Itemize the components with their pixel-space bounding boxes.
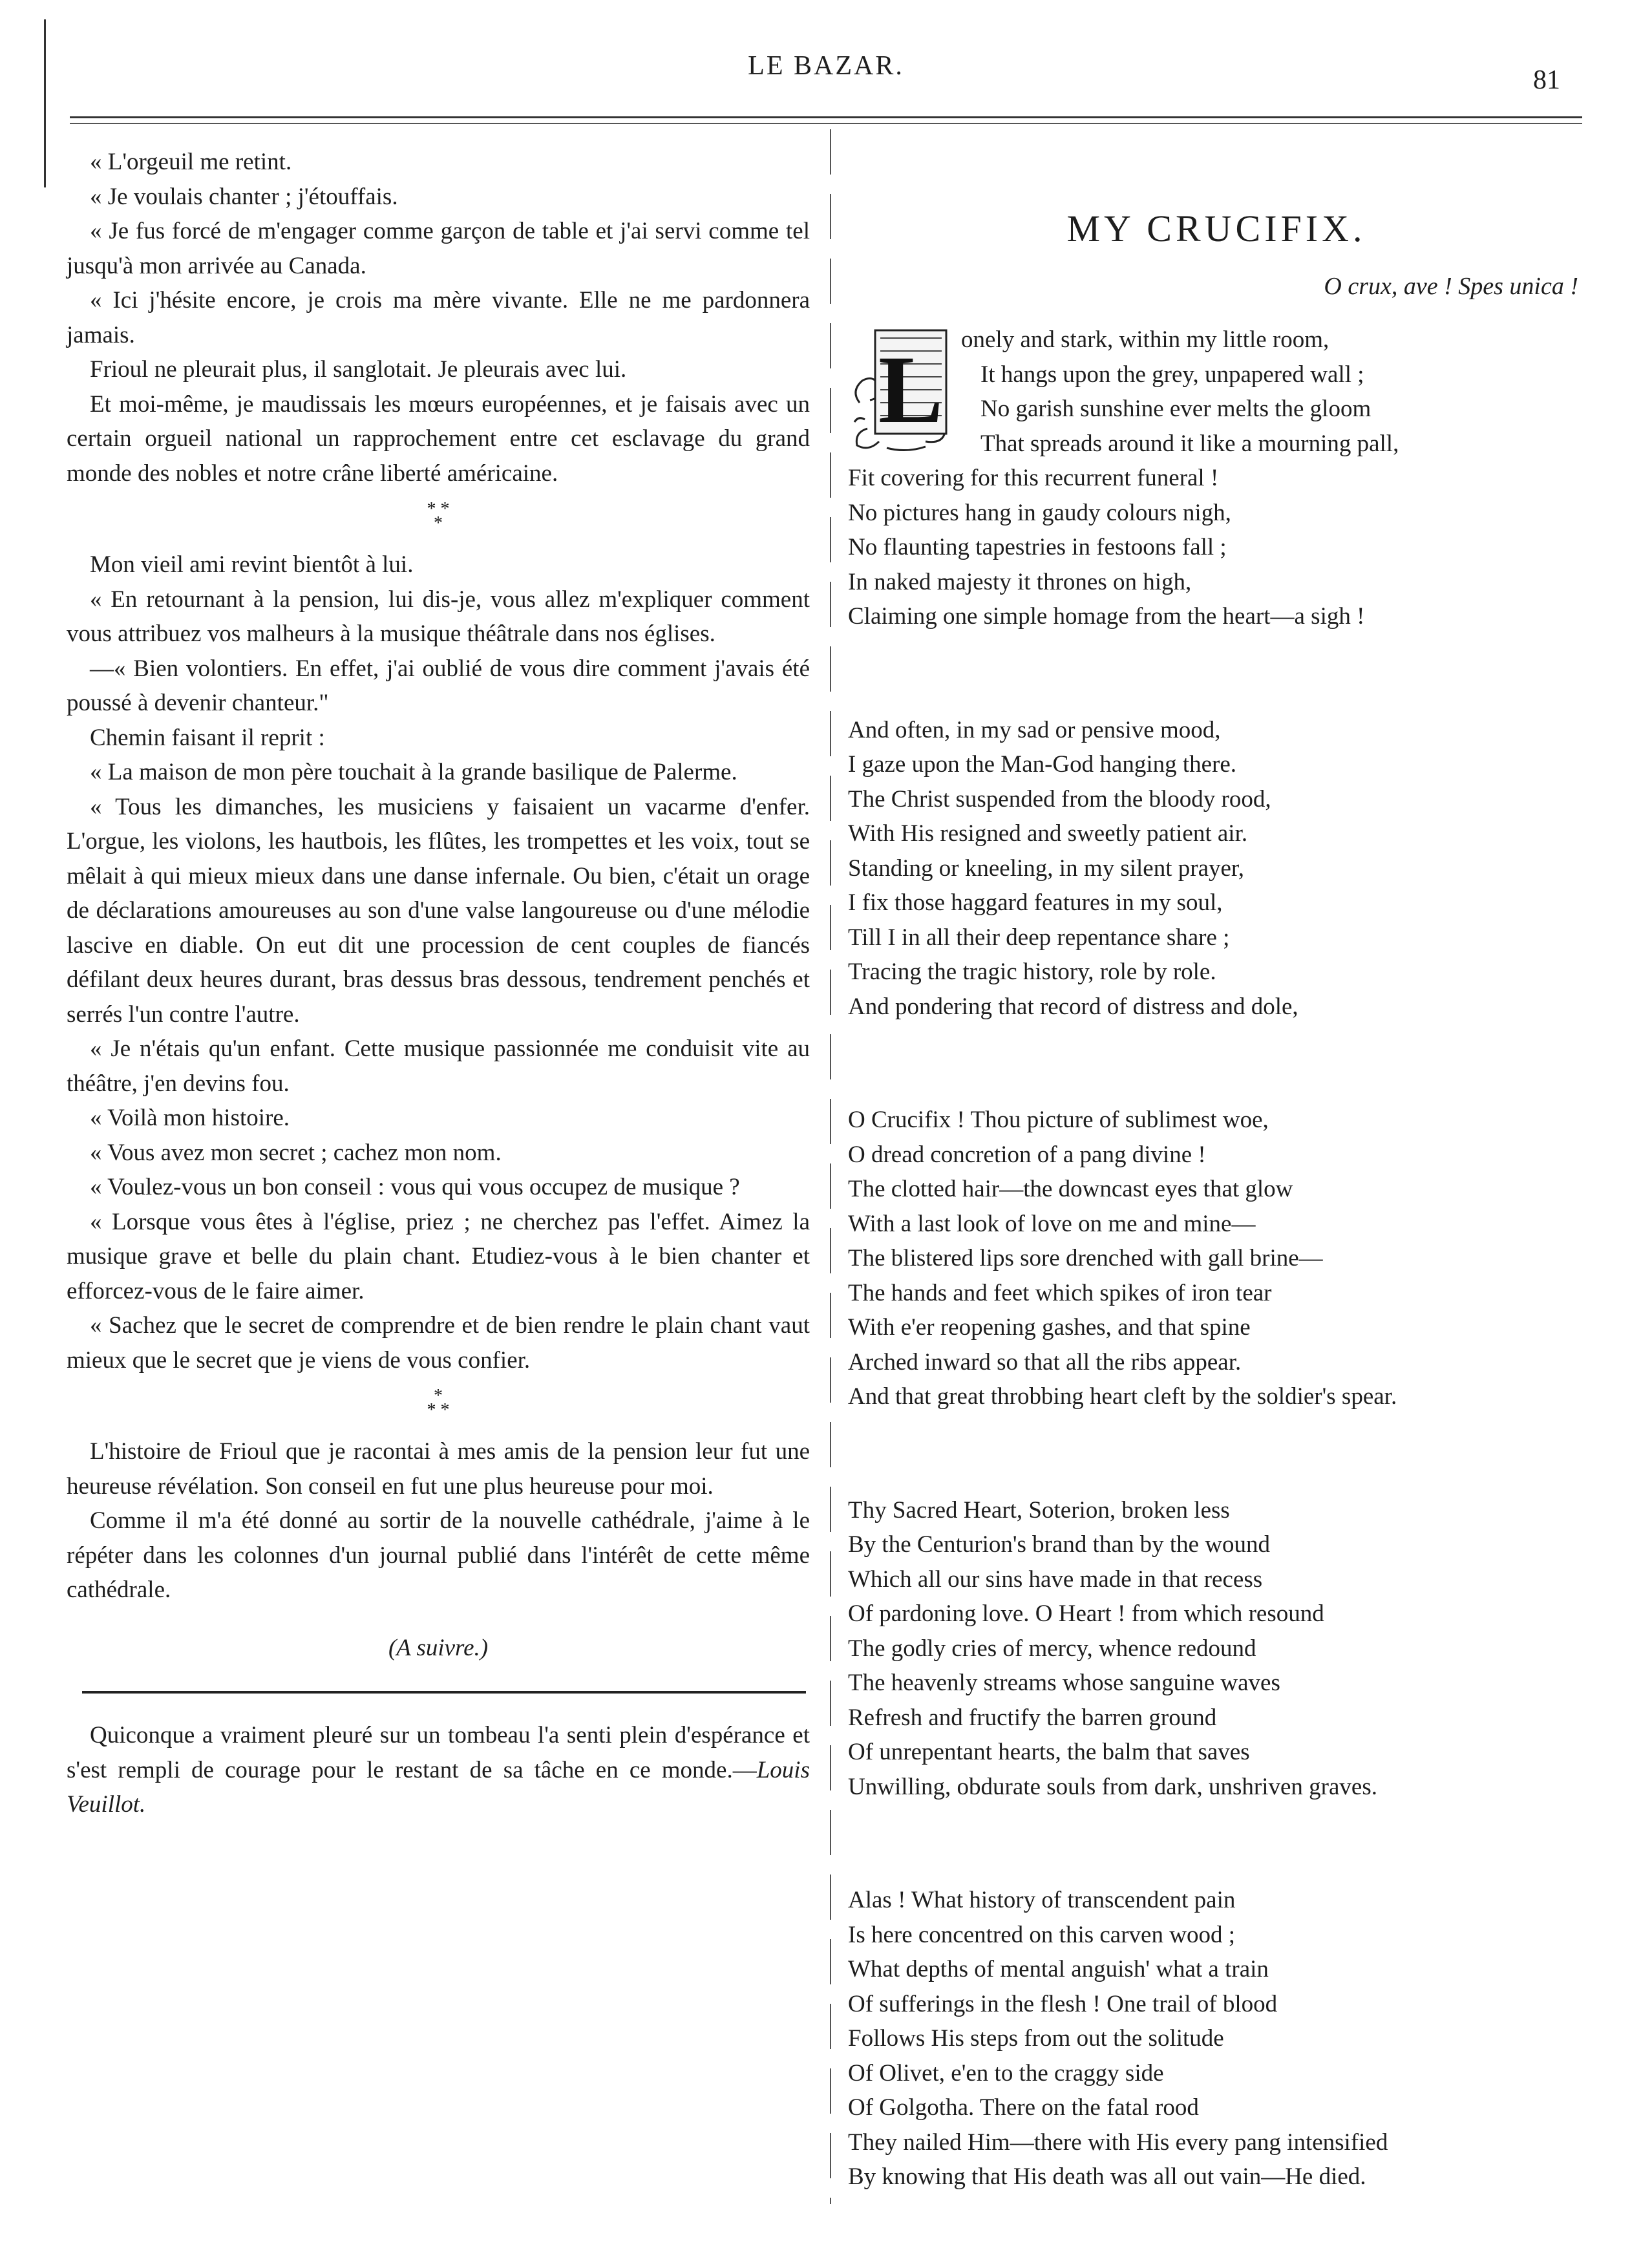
poem-line: Thy Sacred Heart, Soterion, broken less (848, 1496, 1230, 1524)
page-number: 81 (1533, 65, 1560, 95)
poem-line: Refresh and fructify the barren ground (848, 1704, 1217, 1731)
poem-line: onely and stark, within my little room, (961, 326, 1329, 353)
story-block-2 (67, 547, 810, 1377)
paragraph: « Je voulais chanter ; j'étouffais. (90, 183, 398, 210)
paragraph: « Je n'étais qu'un enfant. Cette musique passionnée me conduisit vite au théâtre, j'en devins fou. (67, 1036, 810, 1097)
paragraph: « En retournant à la pension, lui dis-je, vous allez m'expliquer comment vous attribuez vos malheurs à la musique théâtrale dans nos églises. (67, 586, 810, 647)
poem-line: No garish sunshine ever melts the gloom (980, 396, 1371, 422)
paragraph: Frioul ne pleurait plus, il sanglotait. Je pleurais avec lui. (90, 356, 627, 383)
drop-cap-letter: L (878, 336, 944, 443)
poem-line: Of sufferings in the flesh ! One trail of blood (848, 1990, 1278, 2017)
running-head: LE BAZAR. (748, 51, 904, 81)
paragraph: « Tous les dimanches, les musiciens y faisaient un vacarme d'enfer. L'orgue, les violons, les hautbois, les flûtes, les trompettes et les voix, tout se mêlait à qui mieux mieux dans une danse infernale. Ou bien, c'était un orage de déclarations amoureuses au son d'une valse langoureuse ou d'une mélodie lascive en diable. On eut dit une procession de cent couples de fiancés défilant deux heures durant, bras dessus bras dessous, tendrement penchés et serrés l'un contre l'autre. (67, 793, 810, 1028)
left-column (67, 145, 810, 1822)
poem-line: They nailed Him—there with His every pang intensified (848, 2129, 1388, 2156)
header-rule (70, 116, 1582, 118)
ornamental-drop-cap (848, 325, 958, 452)
poem-line: Follows His steps from out the solitude (848, 2025, 1224, 2052)
poem-line: And often, in my sad or pensive mood, (848, 716, 1221, 743)
poem-title: MY CRUCIFIX. (1066, 207, 1366, 250)
poem-line: Of unrepentant hearts, the balm that saves (848, 1739, 1250, 1765)
closing-quote (67, 1718, 810, 1822)
poem-line: With e'er reopening gashes, and that spine (848, 1314, 1251, 1341)
poem-epigraph: O crux, ave ! Spes unica ! (1324, 273, 1578, 300)
section-rule (82, 1691, 806, 1694)
poem-line: No flaunting tapestries in festoons fall ; (848, 534, 1227, 560)
poem-line: Of pardoning love. O Heart ! from which resound (848, 1600, 1324, 1627)
poem-line: O Crucifix ! Thou picture of sublimest woe, (848, 1107, 1269, 1133)
paragraph: « Je fus forcé de m'engager comme garçon de table et j'ai servi comme tel jusqu'à mon arrivée au Canada. (67, 218, 810, 279)
closing-quote-author: Louis Veuillot. (67, 1756, 810, 1818)
story-block-1 (67, 145, 810, 491)
paragraph: L'histoire de Frioul que je racontai à mes amis de la pension leur fut une heureuse révélation. Son conseil en fut une plus heureuse pour moi. (67, 1438, 810, 1500)
stanza-4 (848, 1493, 1585, 1805)
paragraph: « Ici j'hésite encore, je crois ma mère vivante. Elle ne me pardonnera jamais. (67, 287, 810, 348)
header-rule-secondary (70, 123, 1582, 124)
poem-line: No pictures hang in gaudy colours nigh, (848, 499, 1231, 526)
poem-line: By the Centurion's brand than by the wound (848, 1531, 1271, 1558)
poem-line: What depths of mental anguish' what a train (848, 1956, 1269, 1982)
paragraph: Chemin faisant il reprit : (90, 724, 325, 751)
poem-line: O dread concretion of a pang divine ! (848, 1141, 1206, 1168)
poem-line: With His resigned and sweetly patient air. (848, 820, 1248, 847)
poem-line: The blistered lips sore drenched with gall brine— (848, 1245, 1323, 1271)
paragraph: « Lorsque vous êtes à l'église, priez ; ne cherchez pas l'effet. Aimez la musique grave et belle du plain chant. Etudiez-vous à le bien chanter et efforcez-vous de le faire aimer. (67, 1208, 810, 1304)
paragraph: « Sachez que le secret de comprendre et de bien rendre le plain chant vaut mieux que le secret que je viens de vous confier. (67, 1312, 810, 1374)
poem-line: Tracing the tragic history, role by role. (848, 959, 1216, 985)
paragraph: Et moi-même, je maudissais les mœurs européennes, et je faisais avec un certain orgueil national un rapprochement entre cet esclavage du grand monde des nobles et notre crâne liberté américaine. (67, 390, 810, 487)
paragraph: —« Bien volontiers. En effet, j'ai oublié de vous dire comment j'avais été poussé à devenir chanteur." (67, 655, 810, 716)
poem-line: It hangs upon the grey, unpapered wall ; (980, 361, 1364, 388)
poem-line: The heavenly streams whose sanguine waves (848, 1670, 1280, 1696)
to-be-continued: (A suivre.) (388, 1634, 489, 1661)
paragraph: « Voulez-vous un bon conseil : vous qui vous occupez de musique ? (90, 1174, 740, 1200)
poem-line: I fix those haggard features in my soul, (848, 889, 1223, 916)
closing-quote-text: Quiconque a vraiment pleuré sur un tombeau l'a senti plein d'espérance et s'est rempli de courage pour le restant de sa tâche en ce monde.— (67, 1722, 810, 1783)
poem-line: Alas ! What history of transcendent pain (848, 1887, 1236, 1913)
stanza-1 (848, 323, 1585, 634)
stanza-5 (848, 1883, 1585, 2194)
story-block-3 (67, 1434, 810, 1608)
poem-line: Arched inward so that all the ribs appear. (848, 1348, 1242, 1375)
poem-line: The godly cries of mercy, whence redound (848, 1635, 1256, 1662)
stanza-3 (848, 1103, 1585, 1414)
section-separator: * * * (427, 499, 450, 533)
poem-line: And pondering that record of distress and dole, (848, 993, 1298, 1020)
stanza-1-lines (848, 461, 1585, 634)
poem-line: Of Golgotha. There on the fatal rood (848, 2094, 1199, 2121)
stanza-2 (848, 713, 1585, 1025)
stanza-1-opening-lines (848, 323, 1585, 461)
poem-line: The clotted hair—the downcast eyes that glow (848, 1176, 1293, 1202)
paragraph: « Vous avez mon secret ; cachez mon nom. (90, 1139, 502, 1166)
poem-line: Standing or kneeling, in my silent prayer, (848, 855, 1245, 882)
paragraph: « L'orgeuil me retint. (90, 149, 292, 175)
section-separator: * * * (427, 1386, 450, 1420)
poem-line: Till I in all their deep repentance share ; (848, 924, 1230, 951)
poem-line: Is here concentred on this carven wood ; (848, 1921, 1235, 1948)
poem-line: The Christ suspended from the bloody rood, (848, 785, 1271, 812)
paragraph: « Voilà mon histoire. (90, 1105, 290, 1131)
poem-line: Fit covering for this recurrent funeral ! (848, 465, 1219, 491)
poem-line: By knowing that His death was all out vain—He died. (848, 2163, 1366, 2190)
poem-line: Unwilling, obdurate souls from dark, unshriven graves. (848, 1773, 1377, 1800)
poem-line: That spreads around it like a mourning pall, (980, 430, 1399, 457)
poem-line: Of Olivet, e'en to the craggy side (848, 2059, 1164, 2087)
stanza-1-opening (848, 323, 1585, 461)
column-divider (830, 129, 831, 2204)
right-column (848, 145, 1585, 2194)
poem-line: I gaze upon the Man-God hanging there. (848, 751, 1237, 778)
paragraph: « La maison de mon père touchait à la grande basilique de Palerme. (90, 759, 737, 785)
poem-line: And that great throbbing heart cleft by the soldier's spear. (848, 1383, 1397, 1410)
page-edge-mark (44, 19, 46, 187)
paragraph: Comme il m'a été donné au sortir de la nouvelle cathédrale, j'aime à le répéter dans les colonnes d'un journal publié dans l'intérêt de cette même cathédrale. (67, 1507, 810, 1603)
paragraph: Mon vieil ami revint bientôt à lui. (90, 551, 414, 578)
poem-line: Which all our sins have made in that recess (848, 1566, 1263, 1593)
poem-line: The hands and feet which spikes of iron tear (848, 1279, 1272, 1306)
poem-line: With a last look of love on me and mine— (848, 1210, 1256, 1237)
poem-line: In naked majesty it thrones on high, (848, 568, 1192, 595)
poem-line: Claiming one simple homage from the heart—a sigh ! (848, 603, 1365, 630)
